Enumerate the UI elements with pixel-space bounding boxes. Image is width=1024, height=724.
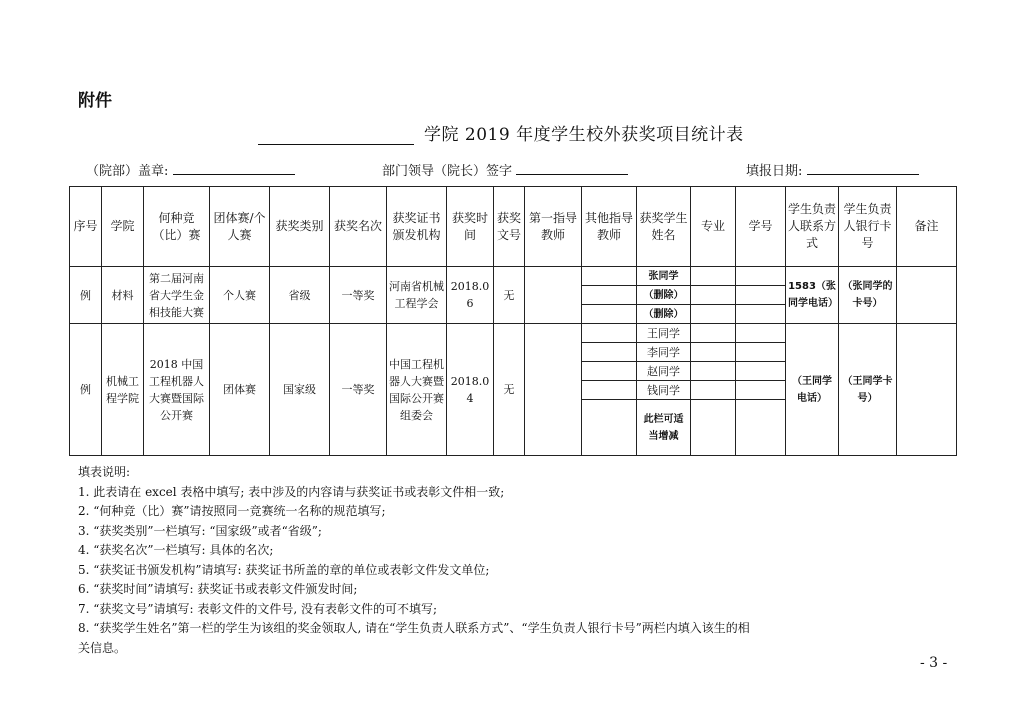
cell-other-advisor — [582, 343, 637, 362]
cell-college: 机械工程学院 — [102, 324, 144, 456]
cell-student-name: 王同学 — [637, 324, 691, 343]
col-header: 学生负责人银行卡号 — [839, 187, 897, 267]
cell-contact: （王同学电话） — [786, 324, 839, 456]
cell-other-advisor — [582, 305, 637, 324]
cell-category: 省级 — [270, 267, 330, 324]
cell-org: 中国工程机器人大赛暨国际公开赛组委会 — [387, 324, 447, 456]
date-label: 填报日期: — [746, 164, 803, 179]
col-header: 团体赛/个人赛 — [210, 187, 270, 267]
header-row — [70, 187, 957, 267]
instruction-item: 4. “获奖名次”一栏填写: 具体的名次; — [78, 543, 274, 557]
leader-signature-blank — [516, 162, 628, 175]
cell-remark — [897, 324, 957, 456]
leader-signature-field — [382, 160, 628, 179]
cell-category: 国家级 — [270, 324, 330, 456]
cell-bank: （王同学卡号） — [839, 324, 897, 456]
col-header: 第一指导教师 — [525, 187, 582, 267]
stamp-field — [86, 160, 295, 179]
cell-major — [691, 362, 736, 381]
cell-other-advisor — [582, 400, 637, 456]
cell-other-advisor — [582, 362, 637, 381]
cell-major — [691, 324, 736, 343]
instruction-item: 关信息。 — [78, 640, 127, 655]
cell-major — [691, 305, 736, 324]
instruction-item: 7. “获奖文号”请填写: 表彰文件的文件号, 没有表彰文件的可不填写; — [78, 601, 438, 616]
form-instructions — [78, 463, 958, 658]
cell-student-name: 此栏可适当增减 — [637, 400, 691, 456]
cell-student-name: 赵同学 — [637, 362, 691, 381]
col-header: 序号 — [70, 187, 102, 267]
award-statistics-table — [69, 186, 957, 456]
col-header: 获奖类别 — [270, 187, 330, 267]
cell-org: 河南省机械工程学会 — [387, 267, 447, 324]
cell-student-name: （删除） — [637, 305, 691, 324]
col-header: 获奖名次 — [330, 187, 387, 267]
cell-student-name: 李同学 — [637, 343, 691, 362]
date-blank — [807, 162, 919, 175]
cell-college: 材料 — [102, 267, 144, 324]
cell-student-id — [736, 286, 786, 305]
col-header: 备注 — [897, 187, 957, 267]
instruction-item: 6. “获奖时间”请填写: 获奖证书或表彰文件颁发时间; — [78, 582, 358, 596]
cell-type: 个人赛 — [210, 267, 270, 324]
cell-student-id — [736, 400, 786, 456]
cell-major — [691, 286, 736, 305]
cell-first-advisor — [525, 267, 582, 324]
cell-time: 2018.04 — [447, 324, 494, 456]
cell-major — [691, 267, 736, 286]
cell-student-name: 张同学 — [637, 267, 691, 286]
cell-doc-no: 无 — [494, 267, 525, 324]
page-title: 学院 2019 年度学生校外获奖项目统计表 — [424, 125, 744, 145]
col-header: 其他指导教师 — [582, 187, 637, 267]
cell-bank: （张同学的卡号） — [839, 267, 897, 324]
col-header: 学生负责人联系方式 — [786, 187, 839, 267]
cell-student-id — [736, 381, 786, 400]
page-number: - 3 - — [920, 655, 948, 671]
cell-rank: 一等奖 — [330, 267, 387, 324]
cell-major — [691, 381, 736, 400]
cell-first-advisor — [525, 324, 582, 456]
cell-student-id — [736, 362, 786, 381]
instructions-heading: 填表说明: — [78, 465, 131, 479]
instruction-item: 1. 此表请在 excel 表格中填写; 表中涉及的内容请与获奖证书或表彰文件相一致; — [78, 484, 505, 499]
cell-seq: 例 — [70, 267, 102, 324]
table-row — [70, 324, 957, 343]
cell-competition: 第二届河南省大学生金相技能大赛 — [144, 267, 210, 324]
cell-other-advisor — [582, 324, 637, 343]
cell-type: 团体赛 — [210, 324, 270, 456]
cell-contact: 1583（张同学电话） — [786, 267, 839, 324]
col-header: 何种竞（比）赛 — [144, 187, 210, 267]
cell-other-advisor — [582, 381, 637, 400]
leader-signature-label: 部门领导（院长）签字 — [382, 164, 513, 179]
cell-competition: 2018 中国工程机器人大赛暨国际公开赛 — [144, 324, 210, 456]
cell-other-advisor — [582, 267, 637, 286]
col-header: 学院 — [102, 187, 144, 267]
cell-major — [691, 400, 736, 456]
cell-doc-no: 无 — [494, 324, 525, 456]
stamp-blank — [173, 162, 295, 175]
instruction-item: 5. “获奖证书颁发机构”请填写: 获奖证书所盖的章的单位或表彰文件发文单位; — [78, 562, 490, 577]
college-name-blank-line — [258, 144, 414, 145]
cell-remark — [897, 267, 957, 324]
cell-time: 2018.06 — [447, 267, 494, 324]
cell-student-id — [736, 343, 786, 362]
cell-student-name: 钱同学 — [637, 381, 691, 400]
cell-student-id — [736, 305, 786, 324]
col-header: 获奖文号 — [494, 187, 525, 267]
col-header: 专业 — [691, 187, 736, 267]
cell-student-name: （删除） — [637, 286, 691, 305]
date-field — [746, 160, 919, 179]
cell-major — [691, 343, 736, 362]
instruction-item: 2. “何种竞（比）赛”请按照同一竞赛统一名称的规范填写; — [78, 504, 386, 518]
instruction-item: 8. “获奖学生姓名”第一栏的学生为该组的奖金领取人, 请在“学生负责人联系方式”、“学生负责人银行卡号”两栏内填入该生的相 — [78, 621, 750, 635]
cell-student-id — [736, 267, 786, 286]
cell-student-id — [736, 324, 786, 343]
col-header: 获奖证书颁发机构 — [387, 187, 447, 267]
stamp-label: （院部）盖章: — [86, 164, 169, 179]
table-row — [70, 267, 957, 286]
cell-rank: 一等奖 — [330, 324, 387, 456]
cell-seq: 例 — [70, 324, 102, 456]
col-header: 获奖学生姓名 — [637, 187, 691, 267]
col-header: 获奖时间 — [447, 187, 494, 267]
cell-other-advisor — [582, 286, 637, 305]
instruction-item: 3. “获奖类别”一栏填写: “国家级”或者“省级”; — [78, 523, 322, 538]
attachment-label: 附件 — [78, 91, 112, 111]
col-header: 学号 — [736, 187, 786, 267]
